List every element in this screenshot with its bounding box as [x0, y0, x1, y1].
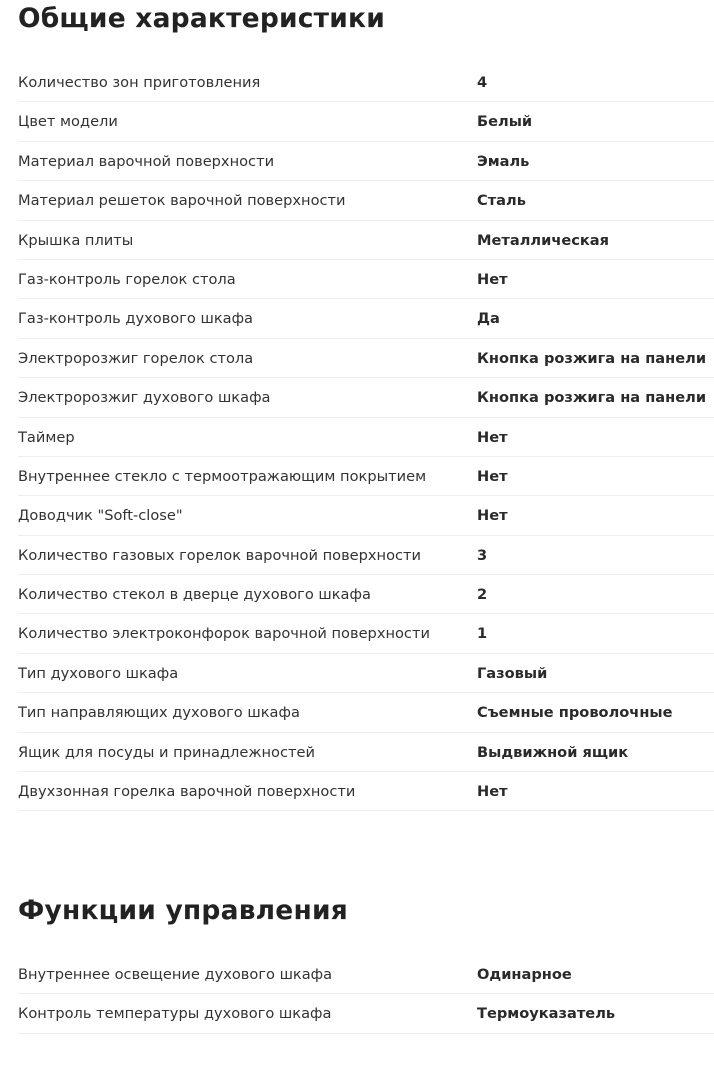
general-specs-section	[18, 0, 714, 811]
spec-label: Газ-контроль горелок стола	[18, 270, 236, 288]
spec-value: Сталь	[477, 192, 526, 210]
spec-label: Материал решеток варочной поверхности	[18, 192, 346, 210]
spec-row	[18, 418, 714, 457]
spec-value: Кнопка розжига на панели	[477, 349, 707, 367]
spec-label: Внутреннее освещение духового шкафа	[18, 966, 333, 983]
spec-label: Таймер	[18, 428, 75, 446]
spec-row	[18, 654, 714, 693]
spec-row	[18, 299, 714, 338]
spec-label: Количество газовых горелок варочной поверхности	[18, 546, 422, 564]
spec-value: Термоуказатель	[477, 1005, 616, 1023]
spec-row	[18, 63, 714, 102]
spec-row	[18, 575, 714, 614]
spec-value: Металлическая	[477, 231, 610, 249]
spec-label: Крышка плиты	[18, 231, 134, 249]
spec-value: Газовый	[477, 664, 548, 682]
spec-row	[18, 339, 714, 378]
spec-value: Эмаль	[477, 152, 530, 170]
spec-row	[18, 733, 714, 772]
spec-label: Контроль температуры духового шкафа	[18, 1005, 332, 1023]
general-specs-title: Общие характеристики	[18, 3, 385, 34]
spec-value: 3	[477, 546, 488, 564]
spec-value: Нет	[477, 467, 508, 485]
spec-row	[18, 536, 714, 575]
spec-row	[18, 142, 714, 181]
spec-row	[18, 378, 714, 417]
spec-row	[18, 772, 714, 811]
spec-value: Нет	[477, 507, 508, 525]
spec-label: Материал варочной поверхности	[18, 152, 275, 170]
control-functions-title: Функции управления	[18, 895, 348, 926]
spec-label: Электророзжиг духового шкафа	[18, 389, 271, 407]
spec-label: Доводчик "Soft-close"	[18, 507, 183, 525]
spec-label: Тип духового шкафа	[18, 664, 179, 682]
spec-row	[18, 994, 714, 1033]
spec-label: Количество зон приготовления	[18, 74, 261, 91]
control-functions-list	[18, 955, 714, 1034]
spec-value: Кнопка розжига на панели	[477, 389, 707, 407]
spec-row	[18, 102, 714, 141]
spec-label: Двухзонная горелка варочной поверхности	[18, 783, 356, 801]
spec-row	[18, 457, 714, 496]
spec-value: Нет	[477, 428, 508, 446]
spec-value: Да	[477, 310, 500, 328]
spec-row	[18, 614, 714, 653]
spec-row	[18, 496, 714, 535]
spec-value: Белый	[477, 113, 533, 131]
spec-row	[18, 260, 714, 299]
spec-value: Одинарное	[477, 966, 572, 983]
general-specs-list	[18, 63, 714, 811]
spec-row	[18, 181, 714, 220]
spec-label: Количество стекол в дверце духового шкафа	[18, 586, 371, 604]
spec-value: Съемные проволочные	[477, 704, 673, 722]
spec-row	[18, 221, 714, 260]
spec-value: 1	[477, 625, 488, 643]
spec-value: Нет	[477, 270, 508, 288]
spec-label: Количество электроконфорок варочной поверхности	[18, 625, 430, 643]
control-functions-section	[18, 893, 714, 1034]
spec-label: Внутреннее стекло с термоотражающим покрытием	[18, 467, 427, 485]
spec-row	[18, 693, 714, 732]
spec-value: 4	[477, 74, 488, 91]
spec-value: Выдвижной ящик	[477, 743, 629, 761]
spec-label: Электророзжиг горелок стола	[18, 349, 254, 367]
spec-label: Газ-контроль духового шкафа	[18, 310, 254, 328]
spec-value: Нет	[477, 783, 508, 801]
spec-label: Ящик для посуды и принадлежностей	[18, 743, 315, 761]
spec-row	[18, 955, 714, 994]
spec-value: 2	[477, 586, 488, 604]
spec-label: Тип направляющих духового шкафа	[18, 704, 300, 722]
spec-label: Цвет модели	[18, 113, 118, 131]
